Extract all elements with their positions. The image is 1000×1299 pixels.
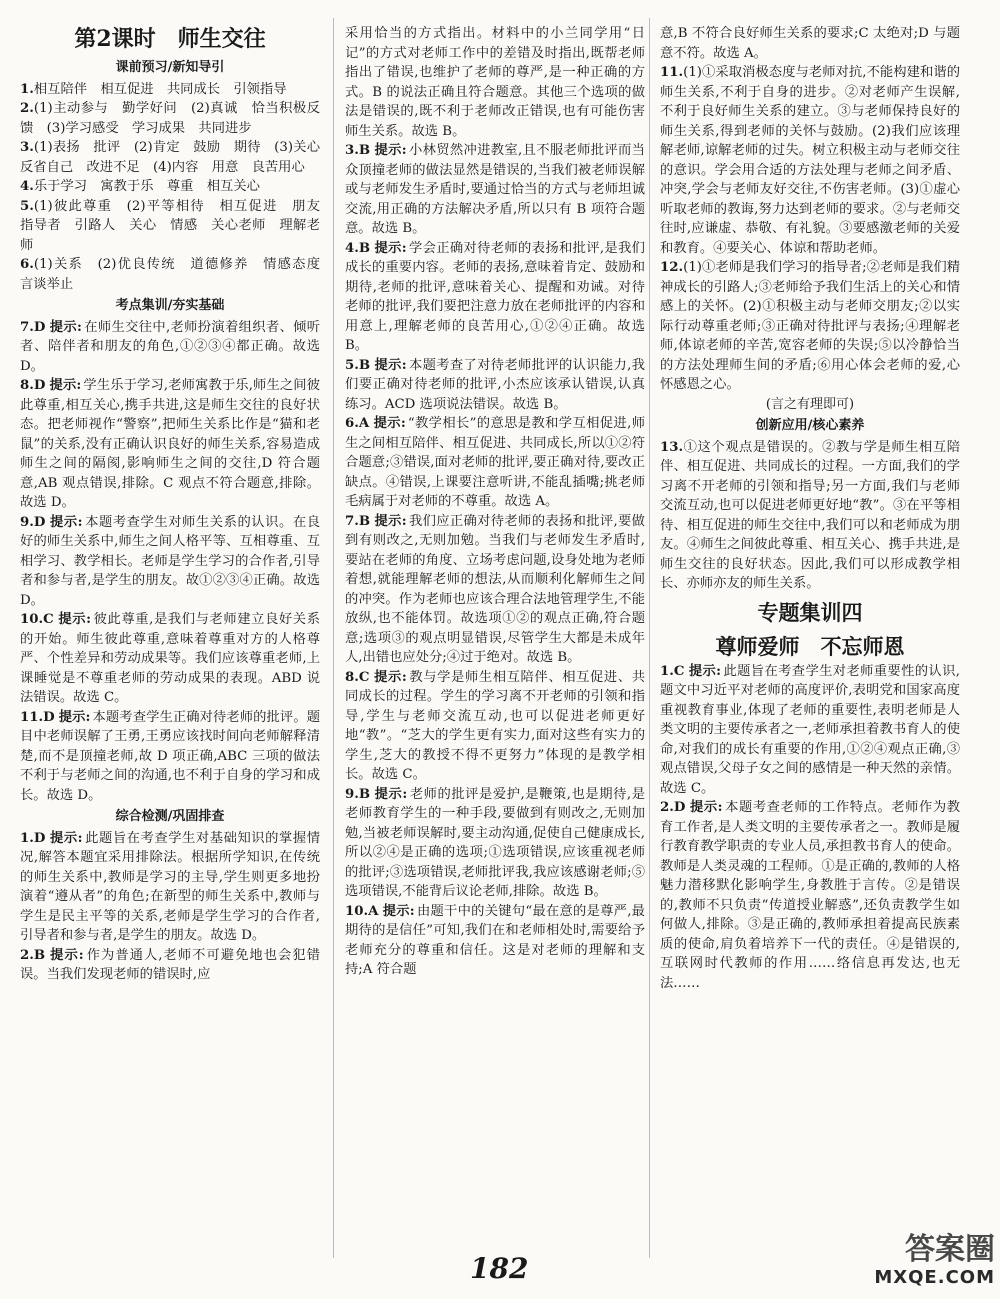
answer-text: (1)①采取消极态度与老师对抗,不能构建和谐的师生关系,不利于自身的进步。②对老师产生误解,不利于良好师生关系的建立。③与老师保持良好的师生关系,得到老师的关怀与鼓励。(2)我们应该理解老师,谅解老师的过失。树立积极主动与老师交往的意识。学会用合适的方法处理与老师之间矛盾、冲突,学会与老师友好交往,不伤害老师。(3)①虚心听取老师的教诲,努力达到老师的要求。②与老师交往时,应谦虚、恭敬、有礼貌。③要感激老师的关爱和教育。④要关心、体谅和帮助老师。 [660, 65, 960, 256]
hint-label: 提示: [49, 514, 83, 530]
answer-item [20, 376, 320, 513]
question-number: 4. [20, 179, 34, 194]
answer-choice: D [33, 830, 46, 846]
question-number: 6. [20, 257, 34, 272]
hint-label: 提示: [374, 240, 407, 256]
answer-choice: B [358, 513, 371, 529]
topic-heading: 专题集训四 [757, 599, 863, 625]
answer-item [345, 239, 645, 356]
answer-choice: D [33, 319, 46, 335]
answer-item [20, 138, 334, 177]
answer-item [345, 141, 645, 239]
answer-item [20, 610, 320, 708]
answer-item [20, 99, 320, 138]
answer-text: 学会正确对待老师的表扬和批评,是我们成长的重要内容。老师的表扬,意味着肯定、鼓励和期待,老师的批评,意味着关心、提醒和劝诫。对待老师的批评,我们要把注意力放在老师批评的内容和用意上,理解老师的良苦用心,①②④正确。故选 B。 [345, 240, 645, 353]
hint-label: 提示: [689, 800, 723, 815]
answer-choice: D [43, 709, 55, 725]
answer-item [660, 63, 960, 258]
page-number: 182 [470, 1252, 529, 1285]
answer-item [345, 902, 645, 980]
answer-text: ①这个观点是错误的。②教与学是师生相互陪伴、相互促进、共同成长的过程。一方面,我们的学习离不开老师的引领和指导;另一方面,我们与老师交流互动,也可以促进老师更好地“教”。③在平等相待、相互促进的师生交往中,我们可以和老师成为朋友。④师生之间彼此尊重、相互关心、携手共进,是师生交往的良好状态。因此,我们可以形成教学相长、亦师亦友的师生关系。 [660, 439, 960, 591]
answer-text: 学生乐于学习,老师寓教于乐,师生之间彼此尊重,相互关心,携手共进,这是师生交往的良好状态。把老师视作“警察”,把师生关系比作是“猫和老鼠”的关系,没有正确认识良好的师生关系,容易造成师生之间的隔阂,影响师生之间的交往,D 符合题意,AB 观点错误,排除。C 观点不符合题意,排除。故选 D。 [20, 378, 320, 510]
hint-label: 提示: [688, 663, 722, 679]
answer-choice: B [358, 240, 371, 256]
hint-label: 提示: [373, 669, 407, 685]
hint-label: 提示: [49, 830, 83, 846]
column-left [20, 24, 334, 985]
answer-choice: C [673, 663, 685, 679]
question-number: 3. [20, 140, 34, 155]
question-number: 1. [20, 830, 34, 846]
answer-item [20, 946, 320, 985]
question-number: 1. [20, 81, 34, 97]
watermark [800, 1230, 995, 1292]
answer-item [345, 512, 645, 668]
answer-choice: A [358, 416, 370, 431]
answer-text: “教学相长”的意思是教和学互相促进,师生之间相互陪伴、相互促进、共同成长,所以①②符合题意;③错误,面对老师的批评,要正确对待,要改正缺点。④错误,上课要注意听讲,不能乱插嘴;挑老师毛病属于对老师的不尊重。故选 A。 [345, 416, 645, 509]
section-heading: 综合检测/巩固排查 [115, 809, 225, 824]
question-number: 5. [345, 357, 359, 373]
answer-choice: D [33, 378, 46, 393]
question-number: 4. [345, 240, 359, 256]
answer-text: (1)主动参与 勤学好问 (2)真诚 恰当积极反馈 (3)学习感受 学习成果 共同进步 [20, 101, 320, 136]
answer-item [345, 668, 645, 785]
question-number: 3. [345, 143, 359, 158]
lesson-title: 第2课时 师生交往 [74, 26, 266, 52]
section-heading: 课前预习/新知导引 [115, 60, 225, 75]
answer-item [20, 197, 334, 256]
question-number: 7. [345, 513, 359, 529]
answer-text: 意,B 不符合良好师生关系的要求;C 太绝对;D 与题意不符。故选 A。 [660, 26, 960, 61]
hint-label: 提示: [49, 947, 84, 963]
answer-text: 我们应正确对待老师的表扬和批评,要做到有则改之,无则加勉。当我们与老师发生矛盾时,要站在老师的角度、立场考虑问题,设身处地为老师着想,就能理解老师的想法,从而顺利化解师生之间的冲突。作为老师也应该合理合法地管理学生,不能放纵,也不能体罚。故选项①②的观点正确,符合题意;选项③的观点明显错误,尽管学生大都是未成年人,出错也应处分;④过于绝对。故选 B。 [345, 513, 645, 665]
column-divider [649, 18, 650, 1258]
answer-text: 教与学是师生相互陪伴、相互促进、共同成长的过程。学生的学习离不开老师的引领和指导,学生与老师交流互动,也可以促进老师更好地“教”。“芝大的学生更有实力,面对这些有实力的学生,芝大的教授不得不更努力”体现的是教学相长。故选 C。 [345, 669, 645, 782]
topic-heading: 尊师爱师 不忘师恩 [715, 633, 905, 659]
column-right [660, 24, 960, 993]
hint-label: 提示: [57, 612, 92, 627]
hint-label: 提示: [58, 709, 91, 725]
section-heading: 创新应用/核心素养 [755, 418, 865, 433]
question-number: 5. [20, 198, 34, 214]
hint-label: 提示: [49, 378, 82, 393]
answer-item [20, 708, 320, 806]
column-middle [345, 24, 645, 980]
question-number: 8. [20, 378, 34, 393]
column-left-content [20, 58, 334, 985]
section-heading: 考点集训/夯实基础 [115, 298, 225, 313]
answer-text: (1)彼此尊重 (2)平等相待 相互促进 朋友 指导者 引路人 关心 情感 关心老师 理解老师 [20, 198, 334, 253]
answer-text: 相互陪伴 相互促进 共同成长 引领指导 [33, 81, 287, 97]
answer-item [660, 662, 960, 799]
answer-item [660, 258, 960, 395]
answer-choice: D [673, 800, 686, 815]
answer-note: (言之有理即可) [765, 396, 855, 412]
question-number: 2. [20, 101, 34, 116]
question-number: 9. [20, 514, 34, 530]
answer-item [345, 414, 645, 512]
answer-text: 本题考查老师的工作特点。老师作为教育工作者,是人类文明的主要传承者之一。教师是履行教育教学职责的专业人员,承担教书育人的使命。教师是人类灵魂的工程师。①是正确的,教师的人格魅力潜移默化影响学生,身教胜于言传。②是错误的,教师不只负责“传道授业解惑”,还负责教学生如何做人,排除。③是正确的,教师承担着提高民族素质的使命,肩负着培养下一代的责任。④是错误的,互联网时代教师的作用……络信息再发达,也无法…… [660, 800, 960, 991]
hint-label: 提示: [382, 903, 415, 919]
answer-choice: C [358, 669, 370, 685]
answer-item [660, 438, 960, 594]
question-number: 10. [345, 903, 369, 919]
answer-choice: A [368, 903, 379, 919]
answer-text: 老师的批评是爱护,是鞭策,也是期待,是老师教育学生的一种手段,要做到有则改之,无则加勉,当被老师误解时,要主动沟通,促使自己健康成长,所以②④是正确的选项;①选项错误,应该重视老师的批评;③选项错误,老师批评我,我应该感谢老师;⑤选项错误,不能背后议论老师,排除。故选 B。 [345, 786, 645, 899]
question-number: 7. [20, 319, 34, 335]
question-number: 8. [345, 669, 359, 685]
answer-text: 在师生交往中,老师扮演着组织者、倾听者、陪伴者和朋友的角色,①②③④都正确。故选 D。 [20, 319, 320, 374]
answer-text: 彼此尊重,是我们与老师建立良好关系的开始。师生彼此尊重,意味着尊重对方的人格尊严、个性差异和劳动成果等。我们应该尊重老师,上课睡觉是不尊重老师的劳动成果的表现。ABD 说法错误。故选 C。 [20, 612, 320, 705]
question-number: 6. [345, 416, 359, 431]
answer-item [20, 513, 320, 611]
hint-label: 提示: [49, 319, 82, 335]
question-number: 13. [660, 439, 684, 455]
answer-choice: C [43, 612, 54, 627]
answer-text: 本题考查学生正确对待老师的批评。题目中老师误解了王勇,王勇应该找时间向老师解释清楚,而不是顶撞老师,故 D 项正确,ABC 三项的做法不利于与老师之间的沟通,也不利于自身的学习和成长。故选 D。 [20, 709, 321, 803]
answer-text: (1)表扬 批评 (2)肯定 鼓励 期待 (3)关心 反省自己 改进不足 (4)内容 用意 良苦用心 [20, 140, 334, 175]
answer-text: 此题旨在考查学生对基础知识的掌握情况,解答本题宜采用排除法。根据所学知识,在传统的师生关系中,教师是学习的主导,学生则更多地扮演着“遵从者”的角色;在新型的师生关系中,教师与学生是民主平等的关系,老师是学生学习的合作者,引导者和参与者,是学生的朋友。故选 D。 [20, 830, 320, 943]
question-number: 2. [660, 800, 674, 815]
answer-item [345, 24, 645, 141]
answer-text: 小林贸然冲进教室,且不服老师批评而当众顶撞老师的做法显然是错误的,当我们被老师误解或与老师发生矛盾时,要通过恰当的方式与老师坦诚交流,用正确的方法解决矛盾,所以只有 B 项符合题意。故选 B。 [345, 143, 645, 236]
question-number: 11. [660, 65, 684, 80]
answer-item [20, 80, 320, 100]
answer-text: 由题干中的关键句“最在意的是尊严,最期待的是信任”可知,我们在和老师相处时,需要给予老师充分的尊重和信任。这是对老师的理解和支持;A 符合题 [345, 903, 645, 977]
hint-label: 提示: [374, 786, 408, 802]
question-number: 9. [345, 786, 359, 802]
hint-label: 提示: [374, 513, 407, 529]
column-middle-content [345, 24, 645, 980]
answer-choice: B [358, 786, 371, 802]
answer-item [345, 356, 645, 415]
answer-text: 此题旨在考查学生对老师重要性的认识,题文中习近平对老师的高度评价,表明党和国家高度重视教育事业,体现了老师的重要性,表明老师是人类文明的主要传承者之一,老师承担着教书育人的使命,对我们的成长有重要的作用,①②④观点正确,③观点错误,父母子女之间的感情是一种天然的亲情。故选 C。 [660, 663, 960, 796]
question-number: 10. [20, 612, 44, 627]
question-number: 11. [20, 709, 44, 725]
hint-label: 提示: [373, 416, 406, 431]
answer-choice: D [33, 514, 46, 530]
answer-text: 本题考查了对待老师批评的认识能力,我们要正确对待老师的批评,小杰应该承认错误,认真练习。ACD 选项说法错误。故选 B。 [345, 357, 645, 412]
answer-choice: B [33, 947, 46, 963]
question-number: 1. [660, 663, 674, 679]
question-number: 12. [660, 260, 684, 275]
watermark-logo: 答案圈 [905, 1232, 995, 1267]
answer-text: 作为普通人,老师不可避免地也会犯错误。当我们发现老师的错误时,应 [20, 947, 320, 982]
answer-item [660, 24, 960, 63]
hint-label: 提示: [374, 357, 407, 373]
watermark-site: MXQE.COM [874, 1267, 995, 1288]
answer-item [20, 829, 320, 946]
hint-label: 提示: [374, 143, 407, 158]
answer-choice: B [358, 143, 371, 158]
answer-text: (1)①老师是我们学习的指导者;②老师是我们精神成长的引路人;③老师给予我们生活上的关心和情感上的关怀。(2)①积极主动与老师交朋友;②以实际行动尊重老师;③正确对待批评与表扬;④理解老师,体谅老师的辛苦,宽容老师的失误;⑤以冷静恰当的方法处理师生间的矛盾;⑥用心体会老师的爱,心怀感恩之心。 [660, 260, 960, 392]
answer-item [20, 318, 320, 377]
answer-text: 乐于学习 寓教于乐 尊重 相互关心 [33, 179, 260, 194]
answer-choice: B [358, 357, 371, 373]
answer-item [345, 785, 645, 902]
answer-item [660, 798, 960, 993]
answer-text: 采用恰当的方式指出。材料中的小兰同学用“日记”的方式对老师工作中的差错及时指出,既帮老师指出了错误,也维护了老师的尊严,是一种正确的方式。B 的说法正确且符合题意。其他三个选项的做法是错误的,既不利于老师改正错误,也有可能伤害师生关系。故选 B。 [345, 26, 645, 139]
answer-item [20, 177, 320, 197]
answer-item [20, 255, 334, 294]
question-number: 2. [20, 947, 34, 963]
answer-text: (1)关系 (2)优良传统 道德修养 情感态度 言谈举止 [20, 257, 334, 292]
column-right-content [660, 24, 960, 993]
answer-text: 本题考查学生对师生关系的认识。在良好的师生关系中,师生之间人格平等、互相尊重、互相学习、教学相长。老师是学生学习的合作者,引导者和参与者,是学生的朋友。故①②③④正确。故选 D。 [20, 514, 320, 608]
